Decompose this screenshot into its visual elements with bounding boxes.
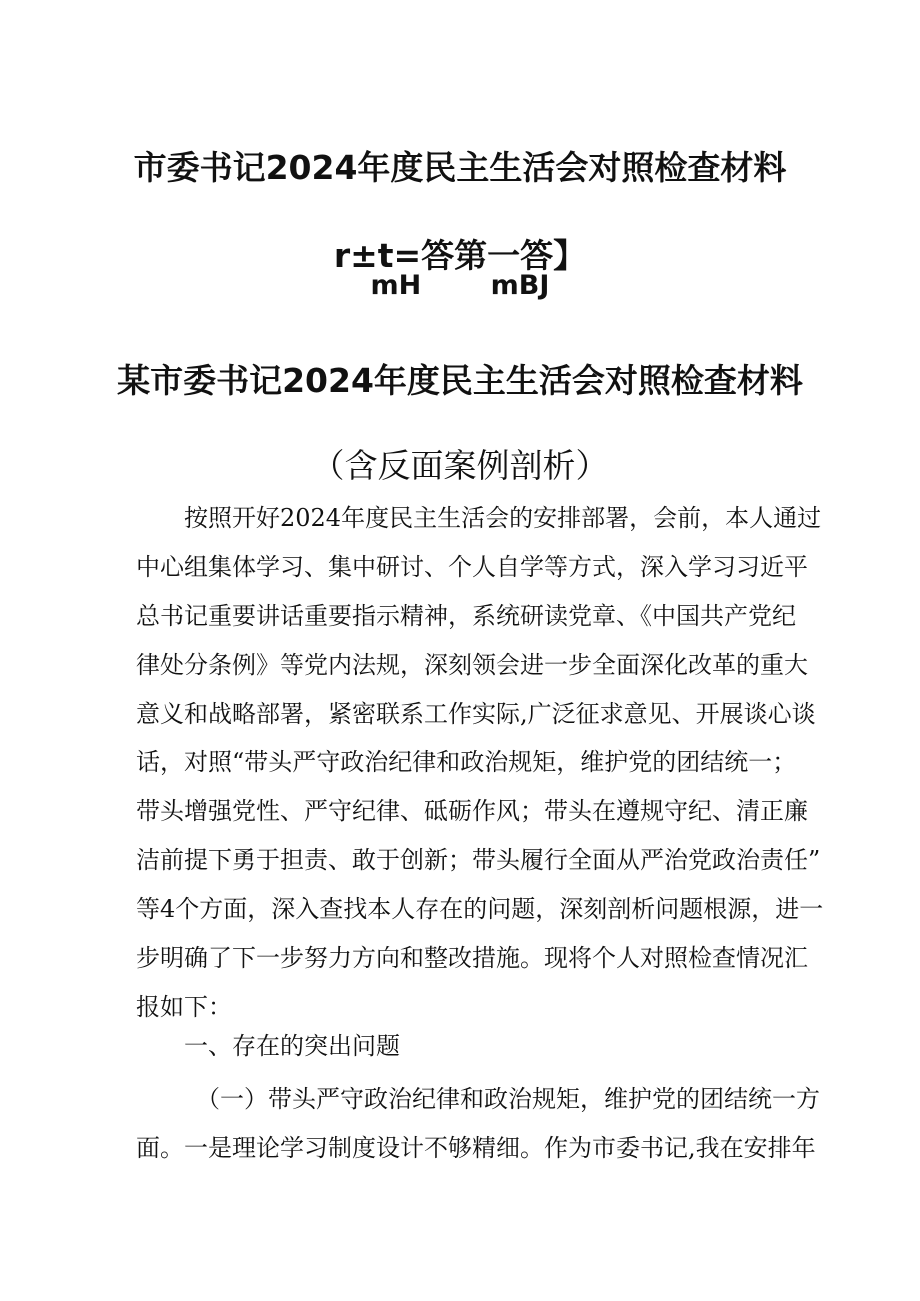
intro-line: 洁前提下勇于担责、敢于创新；带头履行全面从严治党政治责任” bbox=[136, 846, 821, 875]
intro-line: 中心组集体学习、集中研讨、个人自学等方式，深入学习习近平 bbox=[136, 552, 808, 581]
main-subtitle: （含反面案例剖析） bbox=[311, 446, 609, 485]
intro-line: 总书记重要讲话重要指示精神，系统研读党章、《中国共产党纪 bbox=[136, 601, 796, 630]
intro-paragraph bbox=[136, 494, 824, 1032]
intro-line: 按照开好2024年度民主生活会的安排部署，会前，本人通过 bbox=[184, 504, 822, 532]
subsection-paragraph bbox=[136, 1075, 820, 1173]
intro-line: 报如下： bbox=[136, 992, 232, 1021]
intro-line: 带头增强党性、严守纪律、砥砺作风；带头在遵规守纪、清正廉 bbox=[136, 797, 808, 826]
cover-subtitle: r±t=答第一答】 bbox=[333, 236, 587, 275]
intro-line: 步明确了下一步努力方向和整改措施。现将个人对照检查情况汇 bbox=[136, 944, 808, 973]
intro-line: 话，对照“带头严守政治纪律和政治规矩，维护党的团结统一； bbox=[136, 748, 797, 777]
cover-title: 市委书记2024年度民主生活会对照检查材料 bbox=[133, 148, 787, 187]
intro-line: 等4个方面，深入查找本人存在的问题，深刻剖析问题根源，进一 bbox=[136, 895, 824, 924]
subsection-line: （一）带头严守政治纪律和政治规矩，维护党的团结统一方 bbox=[196, 1085, 820, 1113]
intro-line: 律处分条例》等党内法规，深刻领会进一步全面深化改革的重大 bbox=[136, 650, 808, 679]
section-heading: 一、存在的突出问题 bbox=[184, 1032, 400, 1060]
cover-subtitle-2: mH mBJ bbox=[370, 270, 550, 301]
main-title: 某市委书记2024年度民主生活会对照检查材料 bbox=[117, 361, 803, 400]
subsection-line: 面。一是理论学习制度设计不够精细。作为市委书记,我在安排年 bbox=[136, 1134, 816, 1162]
intro-line: 意义和战略部署，紧密联系工作实际,广泛征求意见、开展谈心谈 bbox=[136, 699, 816, 728]
